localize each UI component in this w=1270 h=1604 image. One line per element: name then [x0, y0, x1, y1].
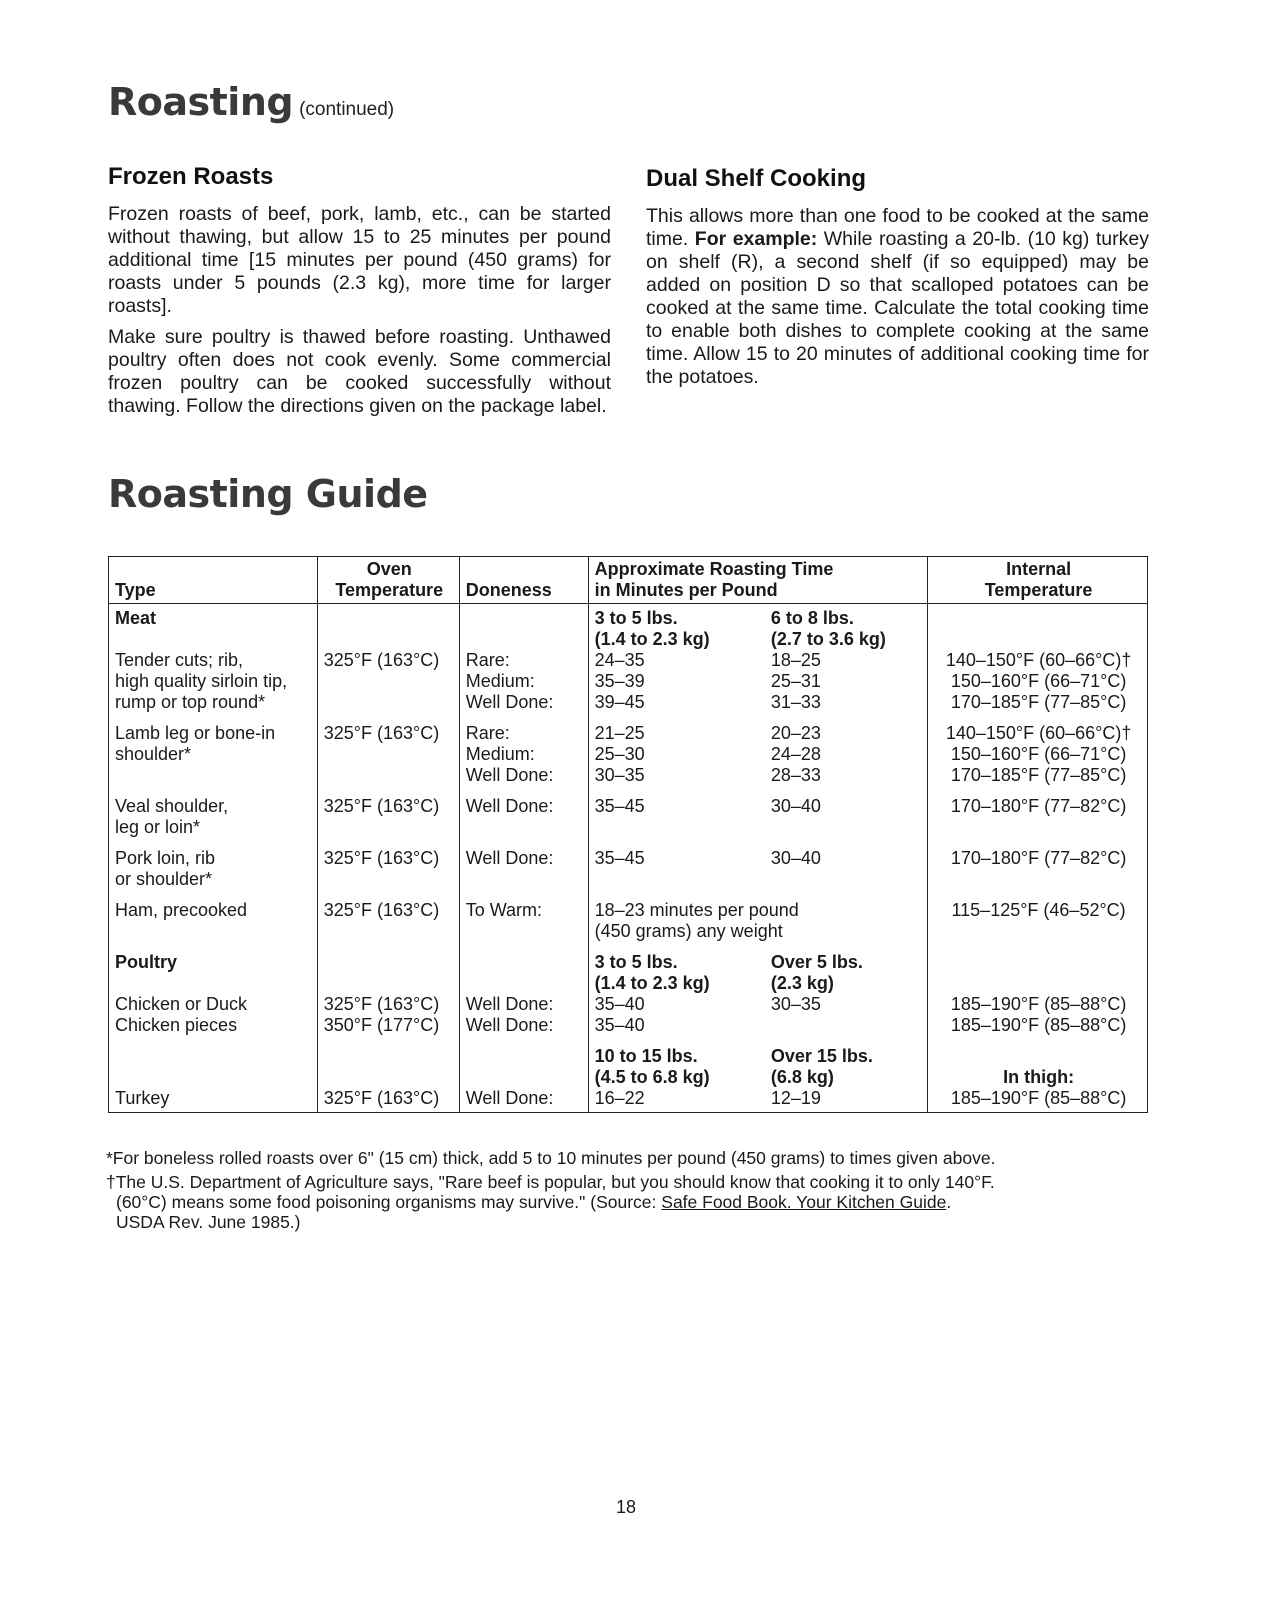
- tender-type: [109, 650, 318, 723]
- pork-time-a: 35–45: [588, 848, 765, 900]
- cell-text: 185–190°F (85–88°C): [950, 1088, 1127, 1108]
- cell-text: 18–25: [770, 650, 821, 670]
- ham-internal: 115–125°F (46–52°C): [928, 900, 1148, 952]
- cell-text: Chicken or Duck: [115, 994, 248, 1014]
- cell-text: 21–25: [594, 723, 645, 743]
- meat-col-a-line-2: (1.4 to 2.3 kg): [594, 629, 710, 649]
- cell-text: or shoulder*: [115, 869, 213, 889]
- footnote-source-suffix: .: [946, 1192, 952, 1212]
- pork-time-b: 30–40: [770, 848, 821, 868]
- dual-shelf-paragraph: [646, 205, 1149, 389]
- veal-type: [109, 796, 318, 848]
- turkey-oven: [317, 1046, 459, 1113]
- cell-text: 12–19: [770, 1088, 821, 1108]
- cell-text: Well Done:: [465, 994, 554, 1014]
- header-internal: [928, 557, 1148, 604]
- header-time: [588, 557, 928, 604]
- lamb-type: [109, 723, 318, 796]
- cell-text: Medium:: [465, 671, 535, 691]
- veal-time-a: 35–45: [588, 796, 765, 848]
- dual-shelf-text-start: This allows more than one food to be cooked at the same time.: [646, 205, 1149, 250]
- cell-text: 16–22: [594, 1088, 645, 1108]
- meat-col-a-line-1: 3 to 5 lbs.: [594, 608, 678, 628]
- veal-internal: 170–180°F (77–82°C): [928, 796, 1148, 848]
- cell-text: 325°F (163°C): [323, 994, 440, 1014]
- header-oven-line-2: Temperature: [335, 580, 444, 600]
- cell-text: 24–35: [594, 650, 645, 670]
- cell-text: Lamb leg or bone-in: [115, 723, 276, 743]
- lamb-doneness: [459, 723, 588, 796]
- lamb-time-a: [588, 723, 765, 796]
- cell-text: 25–30: [594, 744, 645, 764]
- cell-text: 3 to 5 lbs.: [594, 952, 678, 972]
- chicken-time-b: 30–35: [770, 994, 821, 1014]
- cell-text: Pork loin, rib: [115, 848, 216, 868]
- header-internal-line-2: Temperature: [984, 580, 1093, 600]
- ham-oven: 325°F (163°C): [317, 900, 459, 952]
- pork-type: [109, 848, 318, 900]
- cell-text: 170–185°F (77–85°C): [950, 765, 1127, 785]
- table-row: [109, 796, 1148, 848]
- cell-text: 185–190°F (85–88°C): [950, 994, 1127, 1014]
- cell-text: 150–160°F (66–71°C): [950, 744, 1127, 764]
- veal-time-b: 30–40: [770, 796, 821, 816]
- cell-text: 325°F (163°C): [323, 1088, 440, 1108]
- dual-shelf-body: [646, 205, 1149, 389]
- cell-text: Medium:: [465, 744, 535, 764]
- table-row: [109, 900, 1148, 952]
- veal-oven: 325°F (163°C): [317, 796, 459, 848]
- cell-text: 25–31: [770, 671, 821, 691]
- veal-doneness: Well Done:: [459, 796, 588, 848]
- cell-text: 140–150°F (60–66°C)†: [945, 723, 1132, 743]
- footnote-source-prefix: (60°C) means some food poisoning organisms may survive." (Source:: [116, 1192, 657, 1212]
- frozen-roasts-body: [108, 203, 611, 418]
- roasting-guide-table: [108, 556, 1148, 1113]
- footnote-star: *For boneless rolled roasts over 6" (15 cm) thick, add 5 to 10 minutes per pound (450 grams) to times given above.: [106, 1148, 996, 1168]
- frozen-roasts-paragraph-2: Make sure poultry is thawed before roasting. Unthawed poultry often does not cook evenly. Some commercial frozen poultry can be cooked successfully without thawing. Follow the directions given on the package label.: [108, 326, 611, 417]
- cell-text: Well Done:: [465, 692, 554, 712]
- cell-text: rump or top round*: [115, 692, 266, 712]
- cell-text: Tender cuts; rib,: [115, 650, 244, 670]
- cell-text: high quality sirloin tip,: [115, 671, 288, 691]
- cell-text: Turkey: [115, 1088, 170, 1108]
- header-oven-line-1: Oven: [366, 559, 412, 579]
- cell-text: (4.5 to 6.8 kg): [594, 1067, 710, 1087]
- lamb-time-b: [765, 723, 928, 796]
- frozen-roasts-heading: Frozen Roasts: [108, 163, 274, 190]
- ham-doneness: To Warm:: [459, 900, 588, 952]
- pork-doneness: Well Done:: [459, 848, 588, 900]
- cell-text: leg or loin*: [115, 817, 201, 837]
- footnote-dagger-line-2: [106, 1192, 1166, 1212]
- chicken-internal: [928, 994, 1148, 1046]
- cell-text: Rare:: [465, 650, 510, 670]
- cell-text: Veal shoulder,: [115, 796, 229, 816]
- cell-text: 185–190°F (85–88°C): [950, 1015, 1127, 1035]
- table-row: [109, 952, 1148, 994]
- poultry-col-a-header: [588, 952, 765, 994]
- header-time-line-1: Approximate Roasting Time: [594, 559, 834, 579]
- header-oven: [317, 557, 459, 604]
- cell-text: Over 15 lbs.: [770, 1046, 873, 1066]
- page-title-suffix: (continued): [299, 99, 395, 120]
- meat-section-label: Meat: [115, 608, 157, 628]
- cell-text: Well Done:: [465, 1015, 554, 1035]
- ham-type: Ham, precooked: [115, 900, 248, 920]
- table-row: [109, 1046, 1148, 1113]
- cell-text: 31–33: [770, 692, 821, 712]
- header-doneness: Doneness: [459, 557, 588, 604]
- header-time-line-2: in Minutes per Pound: [594, 580, 778, 600]
- meat-col-b-header: [765, 604, 928, 651]
- turkey-internal: [928, 1046, 1148, 1113]
- pork-oven: 325°F (163°C): [317, 848, 459, 900]
- turkey-time-a: [588, 1046, 765, 1113]
- turkey-type: [109, 1046, 318, 1113]
- cell-text: 350°F (177°C): [323, 1015, 440, 1035]
- turkey-doneness: [459, 1046, 588, 1113]
- cell-text: Over 5 lbs.: [770, 952, 863, 972]
- dual-shelf-example-label: For example:: [694, 228, 818, 250]
- cell-text: Well Done:: [465, 765, 554, 785]
- cell-text: Rare:: [465, 723, 510, 743]
- cell-text: 39–45: [594, 692, 645, 712]
- page-title-text: Roasting: [108, 80, 294, 124]
- cell-text: 30–35: [594, 765, 645, 785]
- poultry-col-b-header: [765, 952, 928, 994]
- cell-text: 24–28: [770, 744, 821, 764]
- table-header-row: [109, 557, 1148, 604]
- cell-text: 35–39: [594, 671, 645, 691]
- dual-shelf-heading: Dual Shelf Cooking: [646, 165, 867, 192]
- table-row: [109, 994, 1148, 1046]
- footnotes: [106, 1148, 1166, 1232]
- tender-time-a: [588, 650, 765, 723]
- frozen-roasts-section: [108, 163, 611, 426]
- cell-text: (2.3 kg): [770, 973, 834, 993]
- pork-internal: 170–180°F (77–82°C): [928, 848, 1148, 900]
- cell-text: 20–23: [770, 723, 821, 743]
- turkey-time-b: [765, 1046, 928, 1113]
- tender-oven: 325°F (163°C): [317, 650, 459, 723]
- cell-text: (1.4 to 2.3 kg): [594, 973, 710, 993]
- lamb-internal: [928, 723, 1148, 796]
- table-row: [109, 604, 1148, 651]
- header-type: Type: [109, 557, 318, 604]
- cell-text: (450 grams) any weight: [594, 921, 783, 941]
- roasting-guide-title: Roasting Guide: [108, 472, 428, 516]
- page-number: 18: [616, 1497, 637, 1517]
- cell-text: 35–40: [594, 994, 645, 1014]
- meat-col-b-line-2: (2.7 to 3.6 kg): [770, 629, 886, 649]
- dual-shelf-text-rest: While roasting a 20-lb. (10 kg) turkey on shelf (R), a second shelf (if so equipped) may be added on position D so that scalloped potatoes can be cooked at the same time. Calculate the total cooking time to enable both dishes to complete cooking at the same time. Allow 15 to 20 minutes of additional cooking time for the potatoes.: [646, 228, 1149, 388]
- tender-time-b: [765, 650, 928, 723]
- poultry-section-label: Poultry: [115, 952, 178, 972]
- chicken-time-a: [588, 994, 765, 1046]
- cell-text: 28–33: [770, 765, 821, 785]
- ham-time: [588, 900, 928, 952]
- cell-text: In thigh:: [1003, 1067, 1075, 1087]
- frozen-roasts-paragraph-1: Frozen roasts of beef, pork, lamb, etc., can be started without thawing, but allow 15 to 25 minutes per pound additional time [15 minutes per pound (450 grams) for roasts under 5 pounds (2.3 kg), more time for larger roasts].: [108, 203, 611, 317]
- header-internal-line-1: Internal: [1006, 559, 1072, 579]
- cell-text: shoulder*: [115, 744, 192, 764]
- cell-text: (6.8 kg): [770, 1067, 834, 1087]
- cell-text: 150–160°F (66–71°C): [950, 671, 1127, 691]
- page-title: [108, 80, 394, 124]
- tender-doneness: [459, 650, 588, 723]
- tender-internal: [928, 650, 1148, 723]
- meat-col-a-header: [588, 604, 765, 651]
- footnote-dagger-line-1: †The U.S. Department of Agriculture says, "Rare beef is popular, but you should know that cooking it to only 140°F.: [106, 1172, 995, 1192]
- cell-text: 10 to 15 lbs.: [594, 1046, 698, 1066]
- cell-text: 140–150°F (60–66°C)†: [945, 650, 1132, 670]
- dual-shelf-section: [646, 165, 1149, 397]
- chicken-type: [109, 994, 318, 1046]
- cell-text: 170–185°F (77–85°C): [950, 692, 1127, 712]
- cell-text: 35–40: [594, 1015, 645, 1035]
- chicken-oven: [317, 994, 459, 1046]
- cell-text: Well Done:: [465, 1088, 554, 1108]
- footnote-source-title: Safe Food Book. Your Kitchen Guide: [661, 1192, 947, 1212]
- footnote-dagger-line-3: USDA Rev. June 1985.): [116, 1212, 301, 1232]
- lamb-oven: 325°F (163°C): [317, 723, 459, 796]
- cell-text: 18–23 minutes per pound: [594, 900, 799, 920]
- table-row: [109, 723, 1148, 796]
- cell-text: Chicken pieces: [115, 1015, 238, 1035]
- meat-col-b-line-1: 6 to 8 lbs.: [770, 608, 854, 628]
- chicken-doneness: [459, 994, 588, 1046]
- table-row: [109, 848, 1148, 900]
- table-row: [109, 650, 1148, 723]
